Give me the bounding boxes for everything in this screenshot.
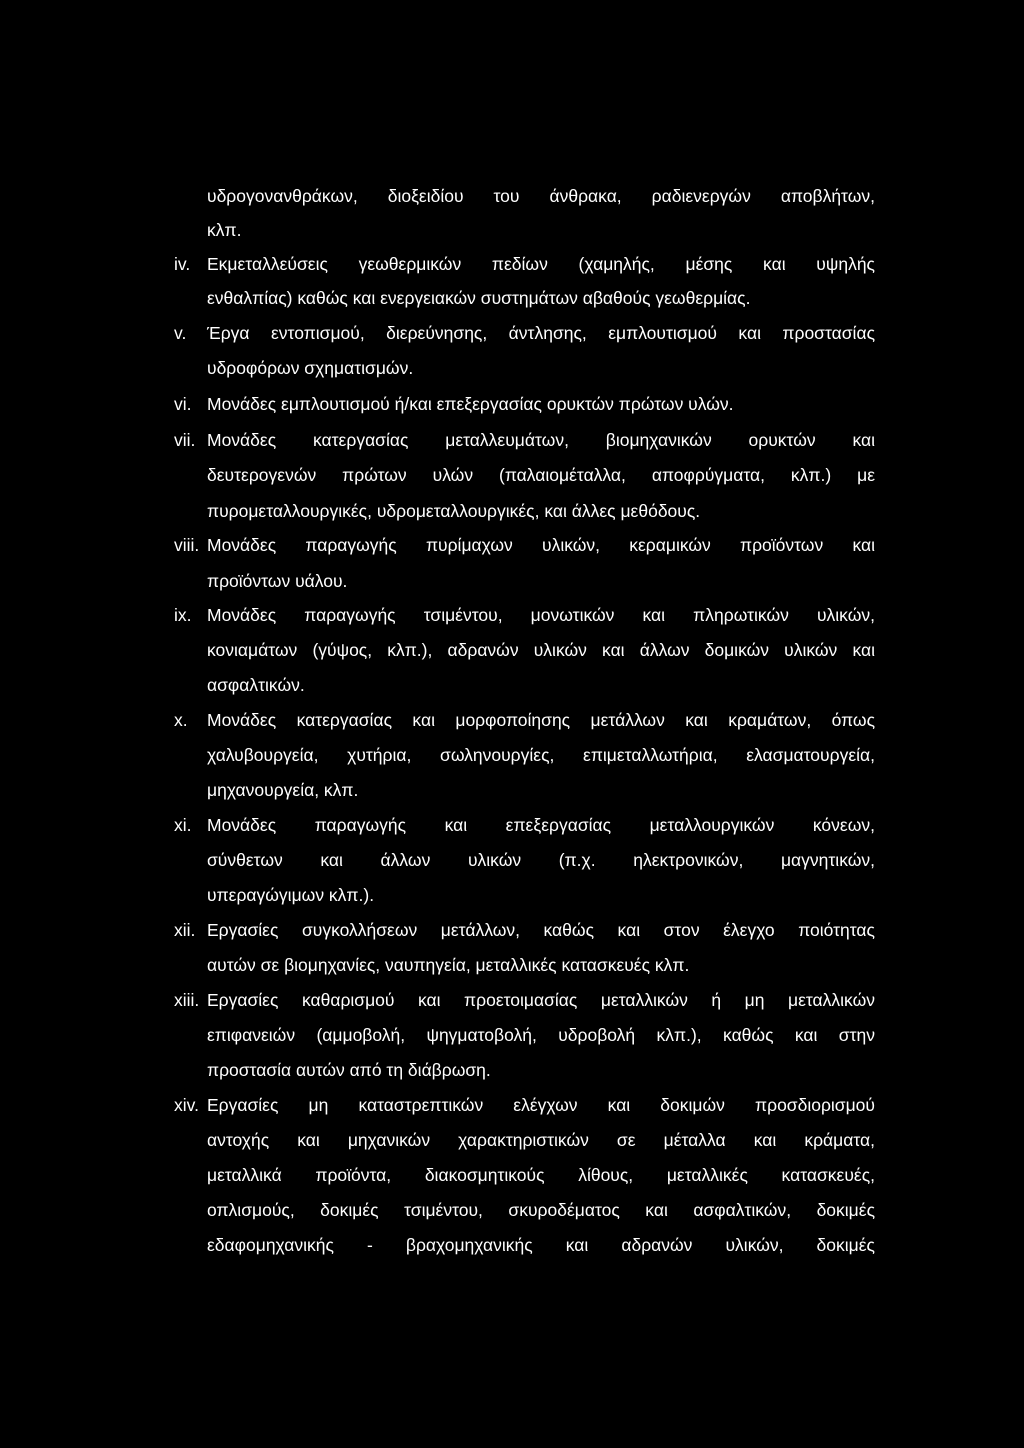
item-line: Εργασίες καθαρισμού και προετοιμασίας μεταλλικών ή μη μεταλλικών (207, 990, 875, 1010)
item-line: Εργασίες συγκολλήσεων μετάλλων, καθώς και στον έλεγχο ποιότητας (207, 920, 875, 940)
item-number: xi. (174, 815, 192, 835)
item-line: Μονάδες κατεργασίας μεταλλευμάτων, βιομηχανικών ορυκτών και (207, 430, 875, 450)
continuation-line: υδρογονανθράκων, διοξειδίου του άνθρακα, ραδιενεργών αποβλήτων, (207, 186, 875, 206)
item-line: εδαφομηχανικής - βραχομηχανικής και αδρανών υλικών, δοκιμές (207, 1235, 875, 1255)
item-line: αυτών σε βιομηχανίες, ναυπηγεία, μεταλλικές κατασκευές κλπ. (207, 955, 690, 975)
item-line: ασφαλτικών. (207, 675, 305, 695)
item-line: αντοχής και μηχανικών χαρακτηριστικών σε μέταλλα και κράματα, (207, 1130, 875, 1150)
continuation-line: κλπ. (207, 220, 242, 240)
item-line: προστασία αυτών από τη διάβρωση. (207, 1060, 491, 1080)
item-number: vi. (174, 394, 192, 414)
item-number: iv. (174, 254, 191, 274)
item-line: κονιαμάτων (γύψος, κλπ.), αδρανών υλικών και άλλων δομικών υλικών και (207, 640, 875, 660)
item-line: μεταλλικά προϊόντα, διακοσμητικούς λίθους, μεταλλικές κατασκευές, (207, 1165, 875, 1185)
item-number: viii. (174, 535, 200, 555)
item-line: Μονάδες παραγωγής και επεξεργασίας μεταλλουργικών κόνεων, (207, 815, 875, 835)
item-line: υδροφόρων σχηματισμών. (207, 358, 414, 378)
item-number: xii. (174, 920, 196, 940)
item-line: σύνθετων και άλλων υλικών (π.χ. ηλεκτρονικών, μαγνητικών, (207, 850, 875, 870)
item-number: xiii. (174, 990, 200, 1010)
item-line: δευτερογενών πρώτων υλών (παλαιομέταλλα, αποφρύγματα, κλπ.) με (207, 465, 875, 485)
item-line: Έργα εντοπισμού, διερεύνησης, άντλησης, εμπλουτισμού και προστασίας (207, 323, 875, 343)
item-number: vii. (174, 430, 196, 450)
item-line: πυρομεταλλουργικές, υδρομεταλλουργικές, και άλλες μεθόδους. (207, 501, 701, 521)
item-line: Μονάδες εμπλουτισμού ή/και επεξεργασίας ορυκτών πρώτων υλών. (207, 394, 734, 414)
item-line: προϊόντων υάλου. (207, 571, 348, 591)
item-line: υπεραγώγιμων κλπ.). (207, 885, 375, 905)
item-number: x. (174, 710, 188, 730)
item-line: Εκμεταλλεύσεις γεωθερμικών πεδίων (χαμηλής, μέσης και υψηλής (207, 254, 875, 274)
item-line: οπλισμούς, δοκιμές τσιμέντου, σκυροδέματος και ασφαλτικών, δοκιμές (207, 1200, 875, 1220)
item-line: επιφανειών (αμμοβολή, ψηγματοβολή, υδροβολή κλπ.), καθώς και στην (207, 1025, 875, 1045)
item-line: χαλυβουργεία, χυτήρια, σωληνουργίες, επιμεταλλωτήρια, ελασματουργεία, (207, 745, 875, 765)
item-line: ενθαλπίας) καθώς και ενεργειακών συστημάτων αβαθούς γεωθερμίας. (207, 288, 751, 308)
item-number: xiv. (174, 1095, 199, 1115)
item-line: Μονάδες παραγωγής τσιμέντου, μονωτικών και πληρωτικών υλικών, (207, 605, 875, 625)
item-line: Μονάδες παραγωγής πυρίμαχων υλικών, κεραμικών προϊόντων και (207, 535, 875, 555)
item-line: μηχανουργεία, κλπ. (207, 780, 359, 800)
item-number: v. (174, 323, 187, 343)
item-line: Εργασίες μη καταστρεπτικών ελέγχων και δοκιμών προσδιορισμού (207, 1095, 875, 1115)
item-line: Μονάδες κατεργασίας και μορφοποίησης μετάλλων και κραμάτων, όπως (207, 710, 875, 730)
item-number: ix. (174, 605, 192, 625)
